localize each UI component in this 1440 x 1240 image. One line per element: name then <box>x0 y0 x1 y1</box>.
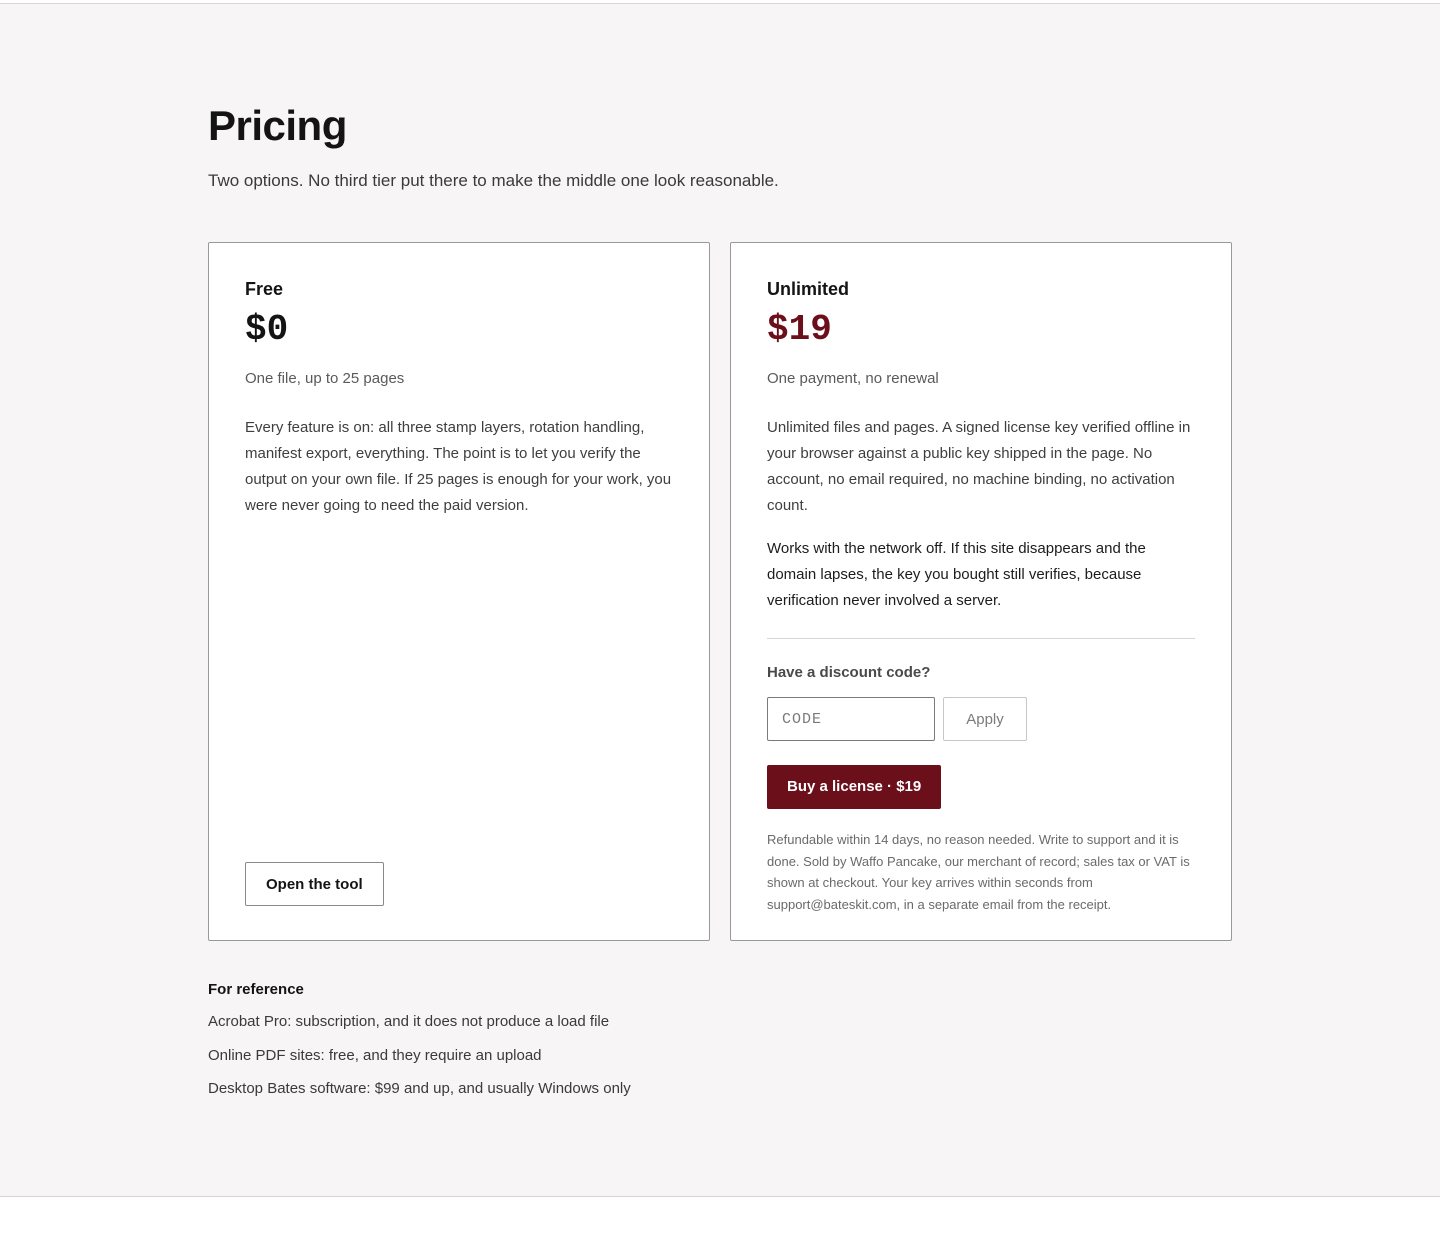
free-tier-content <box>245 277 675 519</box>
free-tier-caption: One file, up to 25 pages <box>245 370 405 387</box>
discount-label: Have a discount code? <box>767 664 931 681</box>
pricing-cards <box>208 242 1232 943</box>
free-tier-description: Every feature is on: all three stamp layers, rotation handling, manifest export, everything. The point is to let you verify the output on your own file. If 25 pages is enough for your work, you were never going to need the paid version. <box>245 419 672 514</box>
unlimited-tier-name: Unlimited <box>767 279 850 299</box>
discount-code-input[interactable] <box>767 697 935 741</box>
free-tier-name: Free <box>245 279 284 299</box>
discount-divider <box>767 638 1195 639</box>
discount-form <box>767 697 1197 741</box>
reference-item-acrobat: Acrobat Pro: subscription, and it does not produce a load file <box>208 1013 610 1030</box>
unlimited-tier-caption: One payment, no renewal <box>767 370 939 387</box>
unlimited-tier-description: Unlimited files and pages. A signed license key verified offline in your browser against a public key shipped in the page. No account, no email required, no machine binding, no activation count. <box>767 419 1191 514</box>
unlimited-tier-card <box>730 242 1232 941</box>
reference-heading: For reference <box>208 981 304 998</box>
reference-item-online-sites: Online PDF sites: free, and they require an upload <box>208 1046 542 1064</box>
unlimited-tier-offline-note: Works with the network off. If this site disappears and the domain lapses, the key you bought still verifies, because verification never involved a server. <box>767 540 1146 609</box>
reference-section <box>208 980 908 1113</box>
buy-license-button[interactable]: Buy a license · $19 <box>767 765 941 809</box>
free-tier-price: $0 <box>245 309 289 350</box>
pricing-section <box>0 4 1440 1197</box>
free-tier-card <box>208 242 710 941</box>
reference-item-desktop-software: Desktop Bates software: $99 and up, and usually Windows only <box>208 1080 631 1097</box>
page-title: Pricing <box>208 102 347 149</box>
apply-discount-button[interactable]: Apply <box>943 697 1027 741</box>
purchase-fineprint: Refundable within 14 days, no reason needed. Write to support and it is done. Sold by Waffo Pancake, our merchant of record; sales tax or VAT is shown at checkout. Your key arrives within seconds from support@bateskit.com, in a separate email from the receipt. <box>767 832 1190 912</box>
reference-list <box>208 1012 908 1099</box>
open-tool-button[interactable]: Open the tool <box>245 862 384 906</box>
unlimited-tier-price: $19 <box>767 309 832 350</box>
unlimited-tier-content <box>767 277 1197 915</box>
page-subtitle: Two options. No third tier put there to make the middle one look reasonable. <box>208 171 779 190</box>
pricing-content <box>208 100 1232 1097</box>
